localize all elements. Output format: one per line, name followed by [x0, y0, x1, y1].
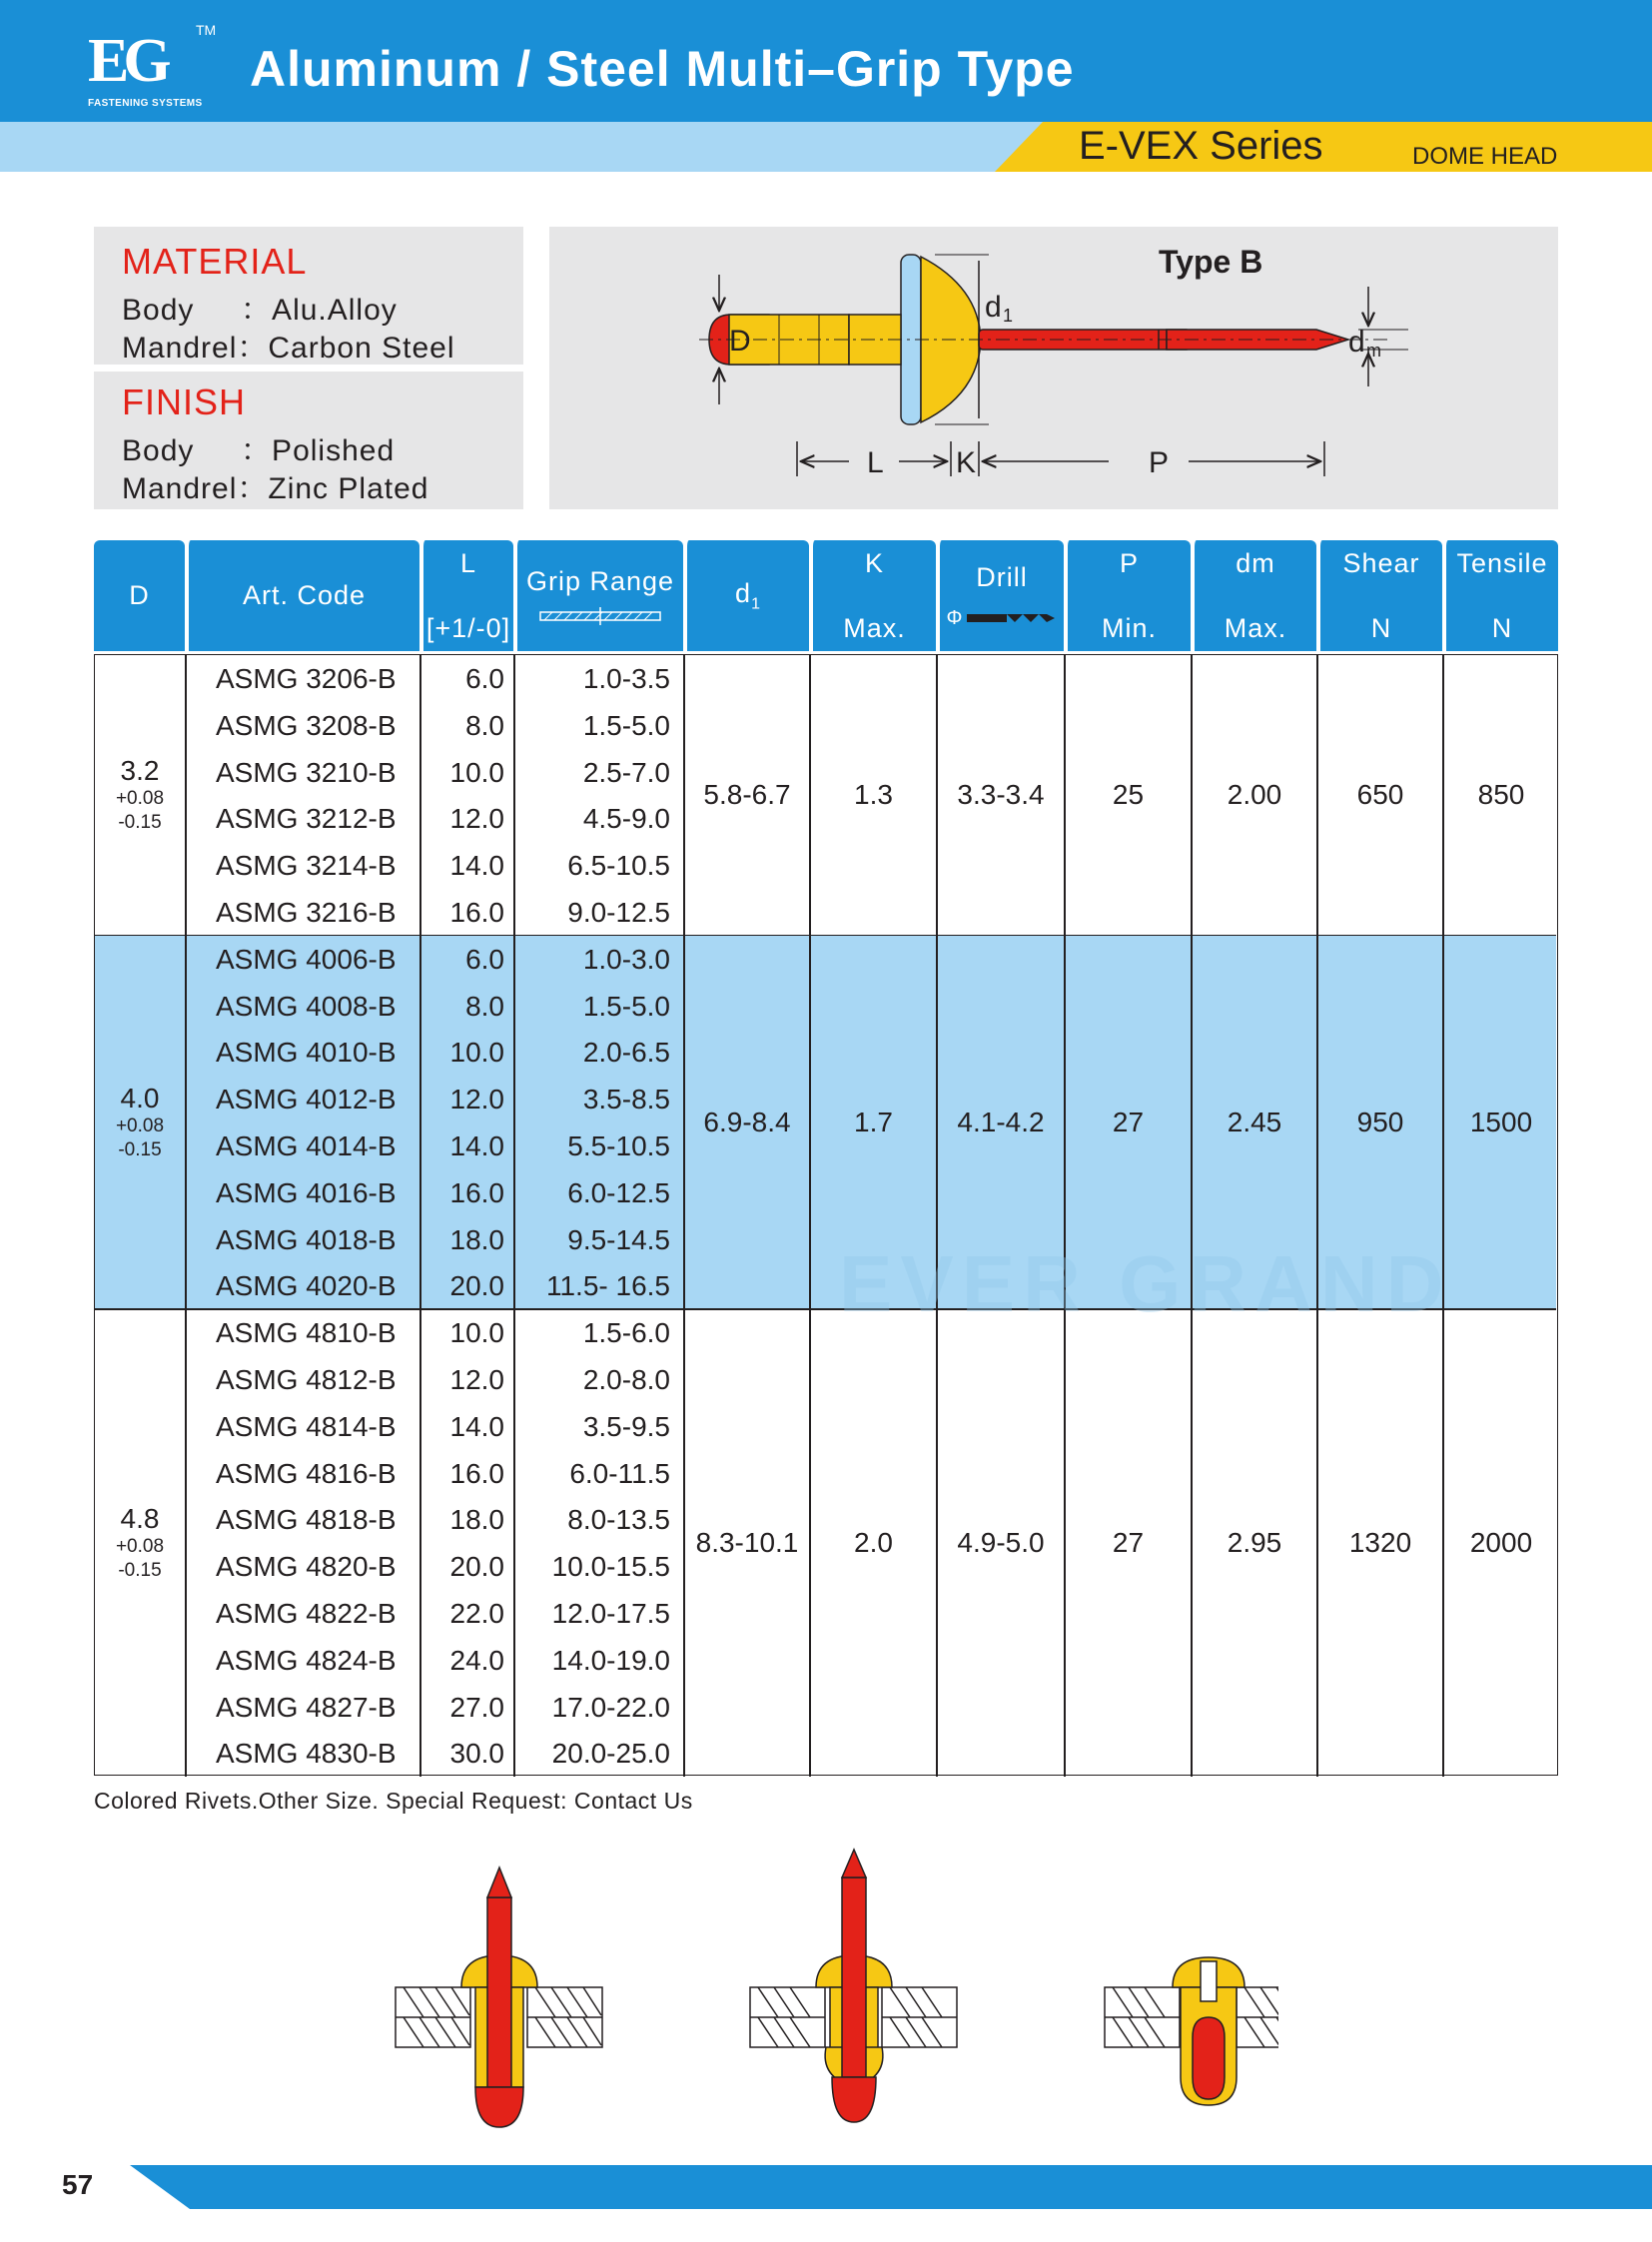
p-cell: 27 [1112, 1106, 1145, 1137]
art-code-cell: ASMG 4008-B [216, 990, 397, 1022]
column-divider [683, 655, 685, 936]
grip-range-cell: 1.0-3.0 [582, 943, 670, 975]
drill-bit-icon [967, 611, 1057, 625]
grip-range-icon [530, 607, 670, 625]
spec-table-header [94, 540, 1558, 651]
length-cell: 8.0 [465, 990, 504, 1022]
grip-range-cell: 6.5-10.5 [567, 850, 670, 882]
col-header-d: D [94, 540, 185, 651]
art-code-cell: ASMG 3210-B [216, 756, 397, 788]
length-cell: 10.0 [449, 1317, 504, 1349]
shear-cell: 950 [1356, 1106, 1404, 1137]
grip-range-cell: 9.5-14.5 [567, 1223, 670, 1255]
art-code-cell: ASMG 4830-B [216, 1738, 397, 1770]
dm-cell: 2.45 [1227, 1106, 1282, 1137]
grip-range-cell: 1.5-5.0 [582, 709, 670, 741]
art-code-cell: ASMG 4827-B [216, 1691, 397, 1723]
column-divider [1191, 1309, 1193, 1777]
length-cell: 14.0 [449, 1129, 504, 1161]
diagram-label-dm-sub: m [1366, 341, 1381, 361]
art-code-cell: ASMG 4006-B [216, 943, 397, 975]
diameter-cell [95, 1083, 185, 1162]
length-cell: 22.0 [449, 1597, 504, 1629]
length-cell: 6.0 [465, 663, 504, 694]
length-cell: 20.0 [449, 1270, 504, 1302]
grip-range-cell: 10.0-15.5 [551, 1551, 670, 1583]
col-header-k: K Max. [809, 540, 936, 651]
install-step-3 [1105, 1957, 1278, 2105]
col-header-drill: Drill Φ [936, 540, 1064, 651]
tolerance-minus: -0.15 [118, 812, 162, 834]
column-divider [936, 655, 938, 936]
length-cell: 16.0 [449, 1176, 504, 1208]
logo: EG [88, 27, 166, 95]
length-cell: 27.0 [449, 1691, 504, 1723]
length-cell: 12.0 [449, 803, 504, 835]
dm-cell: 2.00 [1227, 779, 1282, 811]
column-divider [185, 655, 187, 936]
install-step-1 [380, 1868, 602, 2127]
art-code-cell: ASMG 4814-B [216, 1410, 397, 1442]
diagram-label-d1: d [985, 291, 1002, 324]
p-cell: 25 [1112, 779, 1145, 811]
drill-cell: 4.9-5.0 [957, 1527, 1045, 1559]
column-divider [1442, 1309, 1444, 1777]
grip-range-cell: 1.0-3.5 [582, 663, 670, 694]
grip-range-cell: 5.5-10.5 [567, 1129, 670, 1161]
col-header-grip-range: Grip Range [513, 540, 683, 651]
head-type: DOME HEAD [1412, 143, 1558, 170]
length-cell: 14.0 [449, 1410, 504, 1442]
finish-heading: FINISH [122, 381, 247, 422]
column-divider [809, 936, 811, 1309]
col-header-art-code: Art. Code [185, 540, 419, 651]
d1-cell: 5.8-6.7 [703, 779, 791, 811]
grip-range-cell: 2.0-8.0 [582, 1363, 670, 1395]
watermark: EVER GRAND [839, 1239, 1452, 1328]
column-divider [1064, 1309, 1066, 1777]
d1-cell: 6.9-8.4 [703, 1106, 791, 1137]
column-divider [419, 655, 421, 936]
grip-range-cell: 8.0-13.5 [567, 1504, 670, 1536]
spec-table-body [94, 654, 1558, 1776]
grip-range-cell: 6.0-12.5 [567, 1176, 670, 1208]
length-cell: 6.0 [465, 943, 504, 975]
art-code-cell: ASMG 4822-B [216, 1597, 397, 1629]
art-code-cell: ASMG 3208-B [216, 709, 397, 741]
table-group-d-4.8 [95, 1309, 1556, 1777]
diameter-value: 4.8 [120, 1503, 160, 1535]
rivet-diagram [549, 227, 1558, 509]
dm-cell: 2.95 [1227, 1527, 1282, 1559]
length-cell: 18.0 [449, 1223, 504, 1255]
column-divider [1191, 655, 1193, 936]
k-cell: 1.7 [854, 1106, 893, 1137]
page-title: Aluminum / Steel Multi–Grip Type [250, 41, 1075, 97]
grip-range-cell: 6.0-11.5 [569, 1457, 670, 1489]
diameter-cell [95, 1503, 185, 1583]
length-cell: 12.0 [449, 1363, 504, 1395]
column-divider [936, 1309, 938, 1777]
install-step-2 [750, 1850, 957, 2122]
diameter-cell [95, 755, 185, 835]
rivet-diagram-panel [549, 227, 1558, 509]
tolerance-minus: -0.15 [118, 1138, 162, 1160]
column-divider [1442, 655, 1444, 936]
material-heading: MATERIAL [122, 241, 308, 282]
tolerance-plus: +0.08 [115, 788, 165, 810]
column-divider [809, 1309, 811, 1777]
length-cell: 8.0 [465, 709, 504, 741]
column-divider [513, 655, 515, 936]
logo-subtitle: FASTENING SYSTEMS [88, 98, 203, 109]
grip-range-cell: 3.5-9.5 [582, 1410, 670, 1442]
drill-cell: 3.3-3.4 [957, 779, 1045, 811]
length-cell: 18.0 [449, 1504, 504, 1536]
logo-trademark: TM [196, 22, 217, 38]
column-divider [1316, 655, 1318, 936]
diagram-label-D: D [729, 325, 751, 358]
column-divider [683, 1309, 685, 1777]
length-cell: 30.0 [449, 1738, 504, 1770]
length-cell: 24.0 [449, 1644, 504, 1676]
page-number: 57 [62, 2169, 94, 2200]
art-code-cell: ASMG 4812-B [216, 1363, 397, 1395]
col-header-d1: $d_1$ [683, 540, 809, 651]
grip-range-cell: 14.0-19.0 [551, 1644, 670, 1676]
p-cell: 27 [1112, 1527, 1145, 1559]
length-cell: 16.0 [449, 897, 504, 928]
grip-range-cell: 3.5-8.5 [582, 1084, 670, 1116]
art-code-cell: ASMG 4018-B [216, 1223, 397, 1255]
art-code-cell: ASMG 4818-B [216, 1504, 397, 1536]
material-panel [94, 227, 523, 365]
col-header-tensile: Tensile N [1442, 540, 1558, 651]
grip-range-cell: 2.5-7.0 [582, 756, 670, 788]
k-cell: 2.0 [854, 1527, 893, 1559]
art-code-cell: ASMG 4816-B [216, 1457, 397, 1489]
length-cell: 16.0 [449, 1457, 504, 1489]
tensile-cell: 1500 [1469, 1106, 1533, 1137]
art-code-cell: ASMG 4012-B [216, 1084, 397, 1116]
shear-cell: 650 [1356, 779, 1404, 811]
shear-cell: 1320 [1348, 1527, 1412, 1559]
grip-range-cell: 2.0-6.5 [582, 1037, 670, 1069]
grip-range-cell: 20.0-25.0 [551, 1738, 670, 1770]
drill-cell: 4.1-4.2 [957, 1106, 1045, 1137]
grip-range-cell: 1.5-5.0 [582, 990, 670, 1022]
finish-body: Body ：Polished [122, 434, 396, 467]
column-divider [683, 936, 685, 1309]
grip-range-cell: 1.5-6.0 [582, 1317, 670, 1349]
d1-cell: 8.3-10.1 [695, 1527, 799, 1559]
diagram-label-K: K [956, 446, 977, 479]
diameter-value: 3.2 [120, 755, 160, 787]
grip-range-cell: 4.5-9.0 [582, 803, 670, 835]
grip-range-cell: 12.0-17.5 [551, 1597, 670, 1629]
grip-range-cell: 9.0-12.5 [567, 897, 670, 928]
length-cell: 10.0 [449, 756, 504, 788]
diagram-label-P: P [1149, 446, 1170, 479]
art-code-cell: ASMG 4820-B [216, 1551, 397, 1583]
tensile-cell: 850 [1477, 779, 1525, 811]
length-cell: 20.0 [449, 1551, 504, 1583]
table-group-d-3.2 [95, 655, 1556, 936]
art-code-cell: ASMG 4010-B [216, 1037, 397, 1069]
col-header-l: L [+1/-0] [419, 540, 513, 651]
finish-panel [94, 372, 523, 509]
tolerance-plus: +0.08 [115, 1536, 165, 1558]
footnote: Colored Rivets.Other Size. Special Request: Contact Us [94, 1788, 693, 1814]
column-divider [809, 655, 811, 936]
finish-mandrel: Mandrel：Zinc Plated [122, 472, 429, 505]
column-divider [185, 936, 187, 1309]
footer-bar [0, 2165, 1652, 2209]
column-divider [1316, 1309, 1318, 1777]
art-code-cell: ASMG 3216-B [216, 897, 397, 928]
art-code-cell: ASMG 3214-B [216, 850, 397, 882]
diagram-type-label: Type B [1159, 244, 1263, 280]
series-name: E-VEX Series [1079, 124, 1323, 168]
diameter-value: 4.0 [120, 1082, 160, 1114]
grip-range-cell: 17.0-22.0 [551, 1691, 670, 1723]
material-body: Body ：Alu.Alloy [122, 294, 398, 327]
length-cell: 10.0 [449, 1037, 504, 1069]
col-header-p: P Min. [1064, 540, 1191, 651]
art-code-cell: ASMG 3206-B [216, 663, 397, 694]
art-code-cell: ASMG 4014-B [216, 1129, 397, 1161]
art-code-cell: ASMG 4020-B [216, 1270, 397, 1302]
k-cell: 1.3 [854, 779, 893, 811]
col-header-shear: Shear N [1316, 540, 1442, 651]
art-code-cell: ASMG 4824-B [216, 1644, 397, 1676]
tolerance-plus: +0.08 [115, 1115, 165, 1136]
tensile-cell: 2000 [1469, 1527, 1533, 1559]
installation-steps-illustration [380, 1838, 1278, 2147]
length-cell: 14.0 [449, 850, 504, 882]
diagram-label-L: L [867, 446, 884, 479]
art-code-cell: ASMG 4810-B [216, 1317, 397, 1349]
column-divider [1064, 655, 1066, 936]
column-divider [185, 1309, 187, 1777]
tolerance-minus: -0.15 [118, 1560, 162, 1582]
col-header-dm: dm Max. [1191, 540, 1316, 651]
art-code-cell: ASMG 3212-B [216, 803, 397, 835]
art-code-cell: ASMG 4016-B [216, 1176, 397, 1208]
length-cell: 12.0 [449, 1084, 504, 1116]
diagram-label-dm: d [1348, 326, 1365, 359]
diagram-label-d1-sub: 1 [1003, 306, 1014, 326]
material-mandrel: Mandrel：Carbon Steel [122, 332, 455, 365]
grip-range-cell: 11.5- 16.5 [545, 1270, 670, 1302]
